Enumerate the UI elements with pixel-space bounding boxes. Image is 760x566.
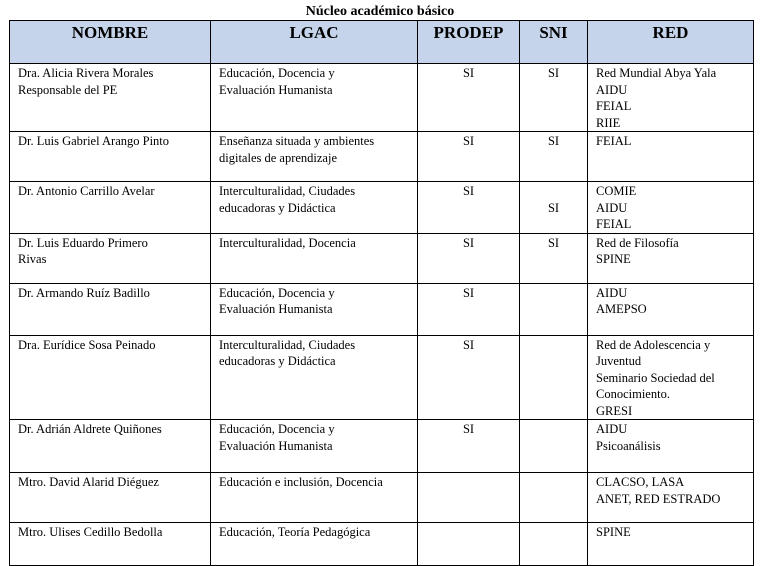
cell-red-line: RIIE: [596, 115, 621, 130]
cell-sni-line: [528, 183, 579, 200]
cell-lgac: [211, 283, 418, 335]
cell-nombre: [10, 473, 211, 523]
cell-prodep-line: SI: [462, 285, 475, 300]
cell-prodep-line: SI: [462, 337, 475, 352]
cell-lgac-line: Interculturalidad, Docencia: [219, 235, 356, 250]
cell-red-line: AMEPSO: [596, 302, 647, 316]
header-red: RED: [588, 21, 754, 64]
cell-red-line: SPINE: [596, 525, 631, 539]
cell-sni: [520, 182, 588, 234]
table-body: [10, 64, 754, 566]
cell-sni-line: SI: [547, 66, 560, 80]
cell-red-line: COMIE: [596, 184, 637, 198]
cell-sni: [520, 473, 588, 523]
cell-lgac: [211, 182, 418, 234]
academic-core-table: [9, 20, 754, 566]
cell-sni: [520, 420, 588, 473]
cell-sni: [520, 283, 588, 335]
cell-red: [588, 523, 754, 566]
cell-lgac-line: Evaluación Humanista: [219, 82, 333, 97]
table-row: [10, 523, 754, 566]
cell-sni: [520, 233, 588, 283]
cell-red: [588, 233, 754, 283]
cell-sni-line: SI: [547, 200, 560, 215]
table-row: [10, 233, 754, 283]
cell-nombre-line: Dr. Armando Ruíz Badillo: [18, 285, 150, 300]
cell-red-line: Red de Adolescencia y: [596, 337, 711, 352]
cell-red: [588, 64, 754, 132]
cell-lgac-line: educadoras y Didáctica: [219, 354, 336, 368]
table-row: [10, 335, 754, 420]
cell-sni: [520, 523, 588, 566]
cell-lgac: [211, 335, 418, 420]
cell-prodep: [418, 132, 520, 182]
cell-nombre-line: Dra. Alicia Rivera Morales: [18, 66, 154, 80]
cell-lgac: [211, 132, 418, 182]
cell-prodep-line: SI: [462, 134, 475, 148]
cell-prodep: [418, 523, 520, 566]
cell-nombre-line: Dr. Adrián Aldrete Quiñones: [18, 422, 162, 436]
cell-nombre: [10, 233, 211, 283]
cell-red-line: AIDU: [596, 285, 628, 300]
cell-prodep: [418, 233, 520, 283]
cell-lgac: [211, 523, 418, 566]
cell-red: [588, 283, 754, 335]
cell-nombre-line: Mtro. David Alarid Diéguez: [18, 475, 159, 489]
cell-sni: [520, 64, 588, 132]
cell-sni-line: SI: [547, 134, 560, 148]
cell-red: [588, 335, 754, 420]
cell-red: [588, 420, 754, 473]
cell-red: [588, 132, 754, 182]
cell-red-line: CLACSO, LASA: [596, 475, 685, 489]
header-row: [10, 21, 754, 64]
cell-sni: [520, 335, 588, 420]
cell-lgac: [211, 64, 418, 132]
cell-lgac-line: digitales de aprendizaje: [219, 150, 337, 165]
cell-prodep: [418, 64, 520, 132]
cell-prodep: [418, 283, 520, 335]
cell-red-line: FEIAL: [596, 99, 632, 113]
cell-red-line: Conocimiento.: [596, 387, 670, 401]
cell-prodep: [418, 473, 520, 523]
cell-prodep: [418, 335, 520, 420]
cell-lgac: [211, 233, 418, 283]
cell-nombre: [10, 64, 211, 132]
cell-nombre-line: Rivas: [18, 252, 47, 266]
cell-prodep-line: SI: [462, 184, 475, 198]
cell-nombre: [10, 335, 211, 420]
table-title: Núcleo académico básico: [305, 4, 455, 19]
cell-nombre-line: Responsable del PE: [18, 82, 118, 97]
table-row: [10, 182, 754, 234]
cell-lgac-line: educadoras y Didáctica: [219, 200, 336, 215]
cell-nombre: [10, 283, 211, 335]
cell-red-line: GRESI: [596, 403, 633, 418]
table-row: [10, 283, 754, 335]
cell-nombre: [10, 182, 211, 234]
cell-lgac-line: Educación, Docencia y: [219, 66, 335, 80]
cell-red-line: FEIAL: [596, 134, 632, 148]
cell-nombre: [10, 420, 211, 473]
cell-nombre: [10, 132, 211, 182]
table-row: [10, 473, 754, 523]
cell-nombre-line: Dr. Luis Eduardo Primero: [18, 235, 148, 250]
cell-red-line: ANET, RED ESTRADO: [596, 491, 721, 506]
cell-prodep-line: SI: [462, 66, 475, 80]
cell-lgac-line: Educación, Teoría Pedagógica: [219, 525, 371, 539]
cell-lgac-line: Interculturalidad, Ciudades: [219, 184, 356, 198]
cell-sni: [520, 132, 588, 182]
cell-lgac: [211, 420, 418, 473]
cell-prodep-line: SI: [462, 422, 475, 436]
cell-red-line: FEIAL: [596, 217, 632, 231]
table-row: [10, 420, 754, 473]
cell-lgac-line: Evaluación Humanista: [219, 302, 333, 316]
cell-lgac-line: Educación e inclusión, Docencia: [219, 475, 383, 489]
cell-nombre-line: Dra. Eurídice Sosa Peinado: [18, 337, 156, 352]
cell-lgac-line: Educación, Docencia y: [219, 285, 335, 300]
cell-red-line: AIDU: [596, 422, 628, 436]
cell-red-line: AIDU: [596, 82, 628, 97]
cell-red-line: Red Mundial Abya Yala: [596, 66, 717, 80]
cell-red-line: Psicoanálisis: [596, 438, 661, 453]
table-row: [10, 64, 754, 132]
cell-red-line: Juventud: [596, 354, 642, 368]
header-sni: SNI: [520, 21, 588, 64]
cell-nombre: [10, 523, 211, 566]
cell-sni-line: SI: [547, 235, 560, 250]
cell-prodep: [418, 420, 520, 473]
cell-nombre-line: Mtro. Ulises Cedillo Bedolla: [18, 525, 163, 539]
cell-red-line: Red de Filosofía: [596, 235, 679, 250]
cell-red: [588, 473, 754, 523]
cell-lgac-line: Enseñanza situada y ambientes: [219, 134, 375, 148]
cell-lgac-line: Educación, Docencia y: [219, 422, 335, 436]
cell-red-line: SPINE: [596, 252, 631, 266]
cell-red-line: AIDU: [596, 200, 628, 215]
header-lgac: LGAC: [211, 21, 418, 64]
cell-prodep-line: SI: [462, 235, 475, 250]
cell-prodep: [418, 182, 520, 234]
cell-lgac-line: Interculturalidad, Ciudades: [219, 337, 356, 352]
cell-red-line: Seminario Sociedad del: [596, 370, 715, 385]
header-prodep: PRODEP: [418, 21, 520, 64]
table-row: [10, 132, 754, 182]
cell-lgac-line: Evaluación Humanista: [219, 438, 333, 453]
cell-lgac: [211, 473, 418, 523]
header-nombre: NOMBRE: [10, 21, 211, 64]
cell-nombre-line: Dr. Luis Gabriel Arango Pinto: [18, 134, 170, 148]
cell-red: [588, 182, 754, 234]
cell-nombre-line: Dr. Antonio Carrillo Avelar: [18, 184, 155, 198]
